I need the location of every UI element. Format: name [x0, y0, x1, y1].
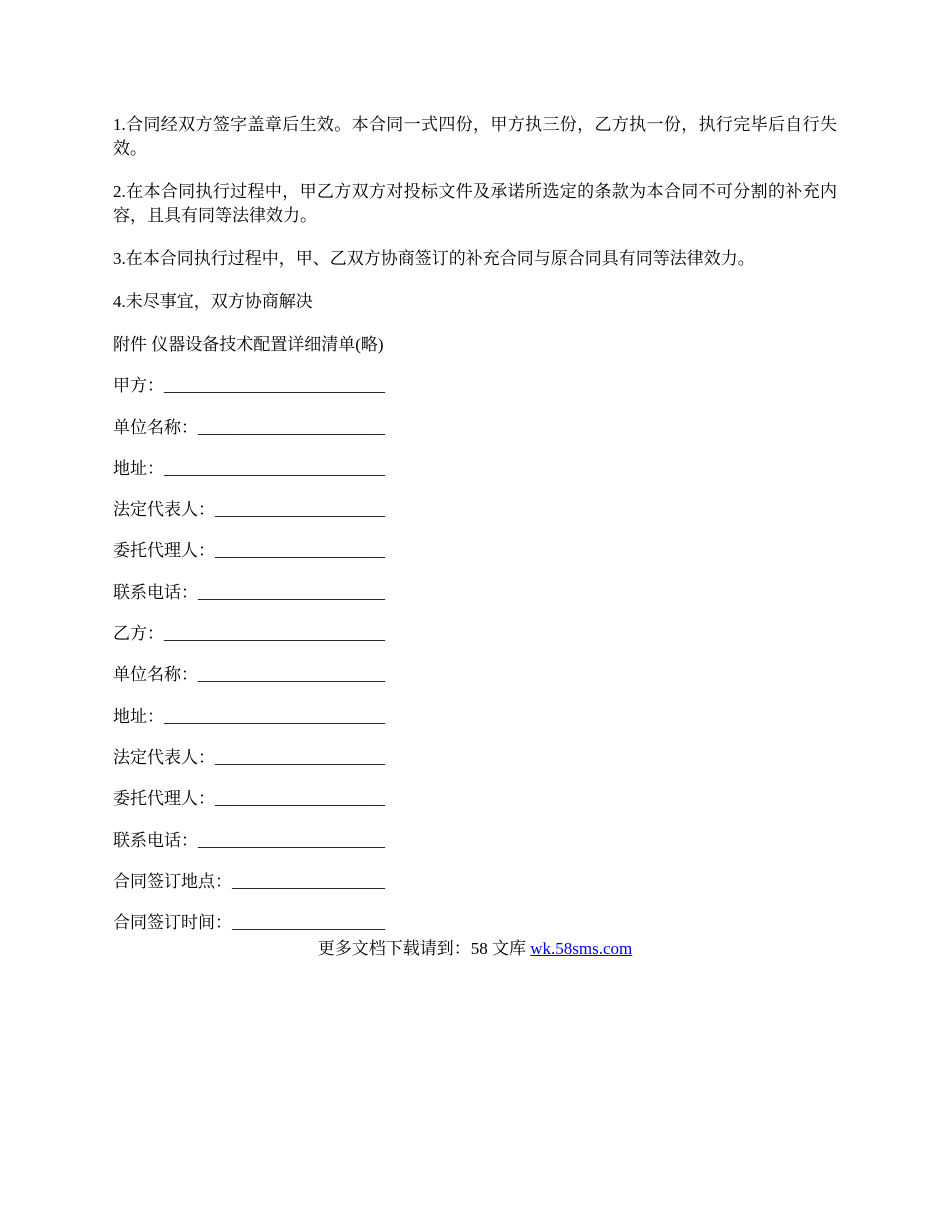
footer-link[interactable]: wk.58sms.com: [530, 939, 633, 958]
signing-time: 合同签订时间：__________________: [113, 913, 385, 933]
party-a-phone: 联系电话：______________________: [113, 582, 385, 602]
party-a-legal-rep: 法定代表人：____________________: [113, 500, 385, 520]
clause-2: 2.在本合同执行过程中，甲乙方双方对投标文件及承诺所选定的条款为本合同不可分割的补充内容，且具有同等法律效力。: [113, 182, 837, 225]
clause-4: 4.未尽事宜，双方协商解决: [113, 292, 313, 311]
party-b-unit-name: 单位名称：______________________: [113, 665, 385, 685]
clause-1: 1.合同经双方签字盖章后生效。本合同一式四份，甲方执三份，乙方执一份，执行完毕后自行失效。: [113, 115, 837, 158]
party-b-label: 乙方：__________________________: [113, 624, 385, 644]
party-a-label: 甲方：__________________________: [113, 376, 385, 396]
party-b-phone: 联系电话：______________________: [113, 830, 385, 850]
footer-prefix: 更多文档下载请到：58 文库: [317, 939, 531, 958]
footer-download-note: [0, 937, 950, 961]
party-a-agent: 委托代理人：____________________: [113, 541, 385, 561]
attachment-note: 附件 仪器设备技术配置详细清单(略): [113, 335, 384, 354]
clause-3: 3.在本合同执行过程中，甲、乙双方协商签订的补充合同与原合同具有同等法律效力。: [113, 249, 755, 268]
party-b-agent: 委托代理人：____________________: [113, 789, 385, 809]
signing-place: 合同签订地点：__________________: [113, 871, 385, 891]
contract-page: [113, 113, 837, 952]
party-a-address: 地址：__________________________: [113, 458, 385, 478]
party-b-legal-rep: 法定代表人：____________________: [113, 747, 385, 767]
party-a-unit-name: 单位名称：______________________: [113, 417, 385, 437]
party-b-address: 地址：__________________________: [113, 706, 385, 726]
